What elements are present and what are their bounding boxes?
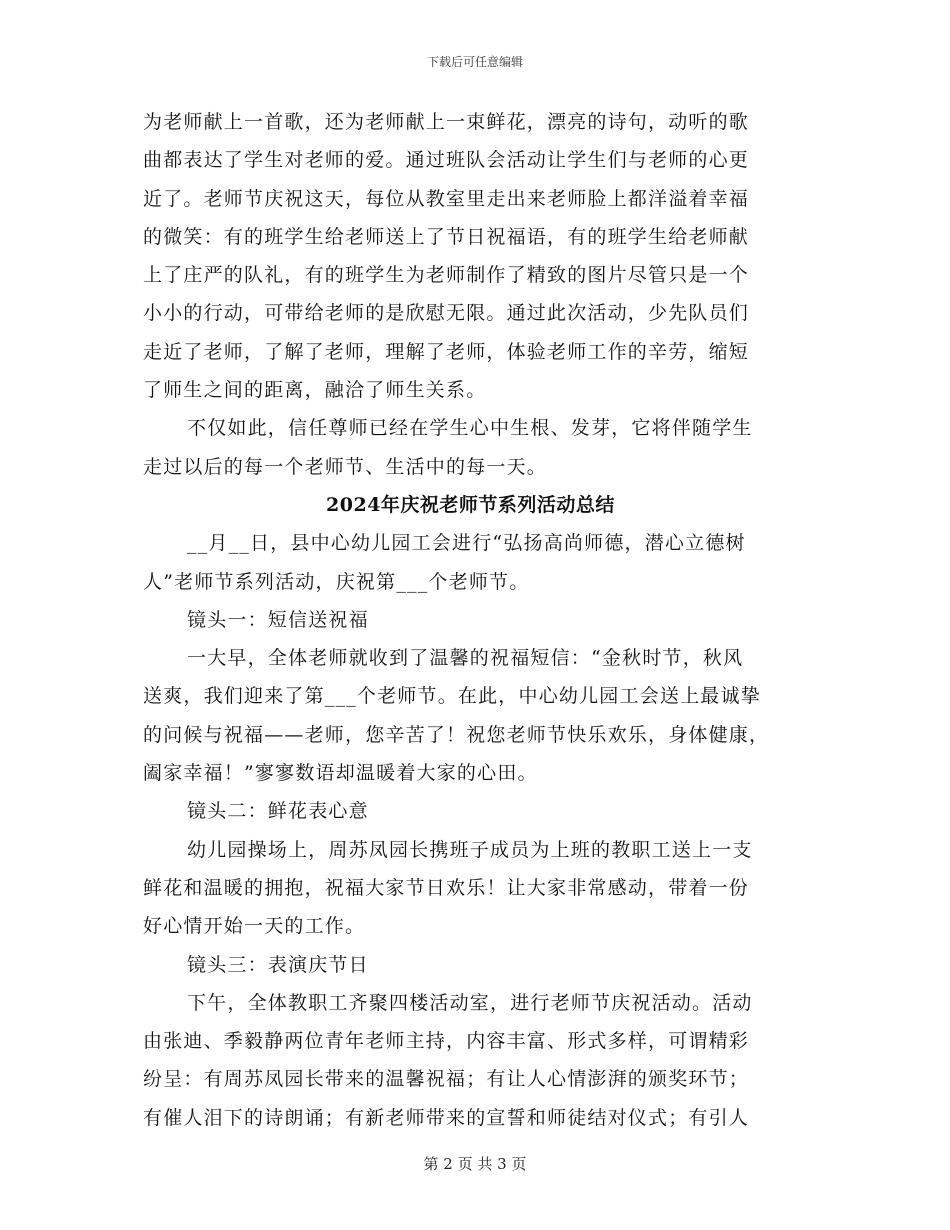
text-line: 的微笑：有的班学生给老师送上了节日祝福语，有的班学生给老师献 (143, 225, 750, 248)
text-line: 阖家幸福！”寥寥数语却温暖着大家的心田。 (143, 762, 538, 785)
subheading-line: 镜头二：鲜花表心意 (187, 800, 369, 823)
subheading-line: 镜头三：表演庆节日 (187, 953, 369, 976)
text-line: 由张迪、季毅静两位青年老师主持，内容丰富、形式多样，可谓精彩 (143, 1030, 750, 1053)
subheading-line: 镜头一：短信送祝福 (187, 608, 369, 631)
text-line: 小小的行动，可带给老师的是欣慰无限。通过此次活动，少先队员们 (143, 302, 750, 325)
page-header: 下载后可任意编辑 (426, 55, 523, 69)
paragraph-start-line: 下午，全体教职工齐聚四楼活动室，进行老师节庆祝活动。活动 (187, 991, 753, 1014)
page-number-footer: 第 2 页 共 3 页 (423, 1155, 527, 1173)
text-line: 有催人泪下的诗朗诵；有新老师带来的宣誓和师徒结对仪式；有引人 (143, 1106, 750, 1129)
text-line: 纷呈：有周苏凤园长带来的温馨祝福；有让人心情澎湃的颁奖环节； (143, 1068, 750, 1091)
text-line: 人”老师节系列活动，庆祝第___个老师节。 (143, 570, 530, 593)
paragraph-start-line: 不仅如此，信任尊师已经在学生心中生根、发芽，它将伴随学生 (187, 417, 753, 440)
text-line: 鲜花和温暖的拥抱，祝福大家节日欢乐！让大家非常感动，带着一份 (143, 876, 750, 899)
text-line: 曲都表达了学生对老师的爱。通过班队会活动让学生们与老师的心更 (143, 149, 750, 172)
text-line: 好心情开始一天的工作。 (143, 915, 366, 938)
text-line: 的问候与祝福——老师，您辛苦了！祝您老师节快乐欢乐，身体健康， (143, 723, 770, 746)
paragraph-start-line: 幼儿园操场上，周苏凤园长携班子成员为上班的教职工送上一支 (187, 838, 753, 861)
text-line: 近了。老师节庆祝这天，每位从教室里走出来老师脸上都洋溢着幸福 (143, 187, 750, 210)
paragraph-start-line: 一大早，全体老师就收到了温馨的祝福短信：“金秋时节，秋风 (187, 647, 744, 670)
paragraph-start-line: __月__日，县中心幼儿园工会进行“弘扬高尚师德，潜心立德树 (187, 532, 746, 555)
section-title: 2024年庆祝老师节系列活动总结 (326, 493, 615, 516)
text-line: 走过以后的每一个老师节、生活中的每一天。 (143, 455, 548, 478)
text-line: 上了庄严的队礼，有的班学生为老师制作了精致的图片尽管只是一个 (143, 264, 750, 287)
text-line: 送爽，我们迎来了第___个老师节。在此，中心幼儿园工会送上最诚挚 (143, 685, 761, 708)
text-line: 走近了老师，了解了老师，理解了老师，体验老师工作的辛劳，缩短 (143, 340, 750, 363)
text-line: 了师生之间的距离，融洽了师生关系。 (143, 379, 487, 402)
document-body (143, 103, 798, 1137)
text-line: 为老师献上一首歌，还为老师献上一束鲜花，漂亮的诗句，动听的歌 (143, 111, 750, 133)
